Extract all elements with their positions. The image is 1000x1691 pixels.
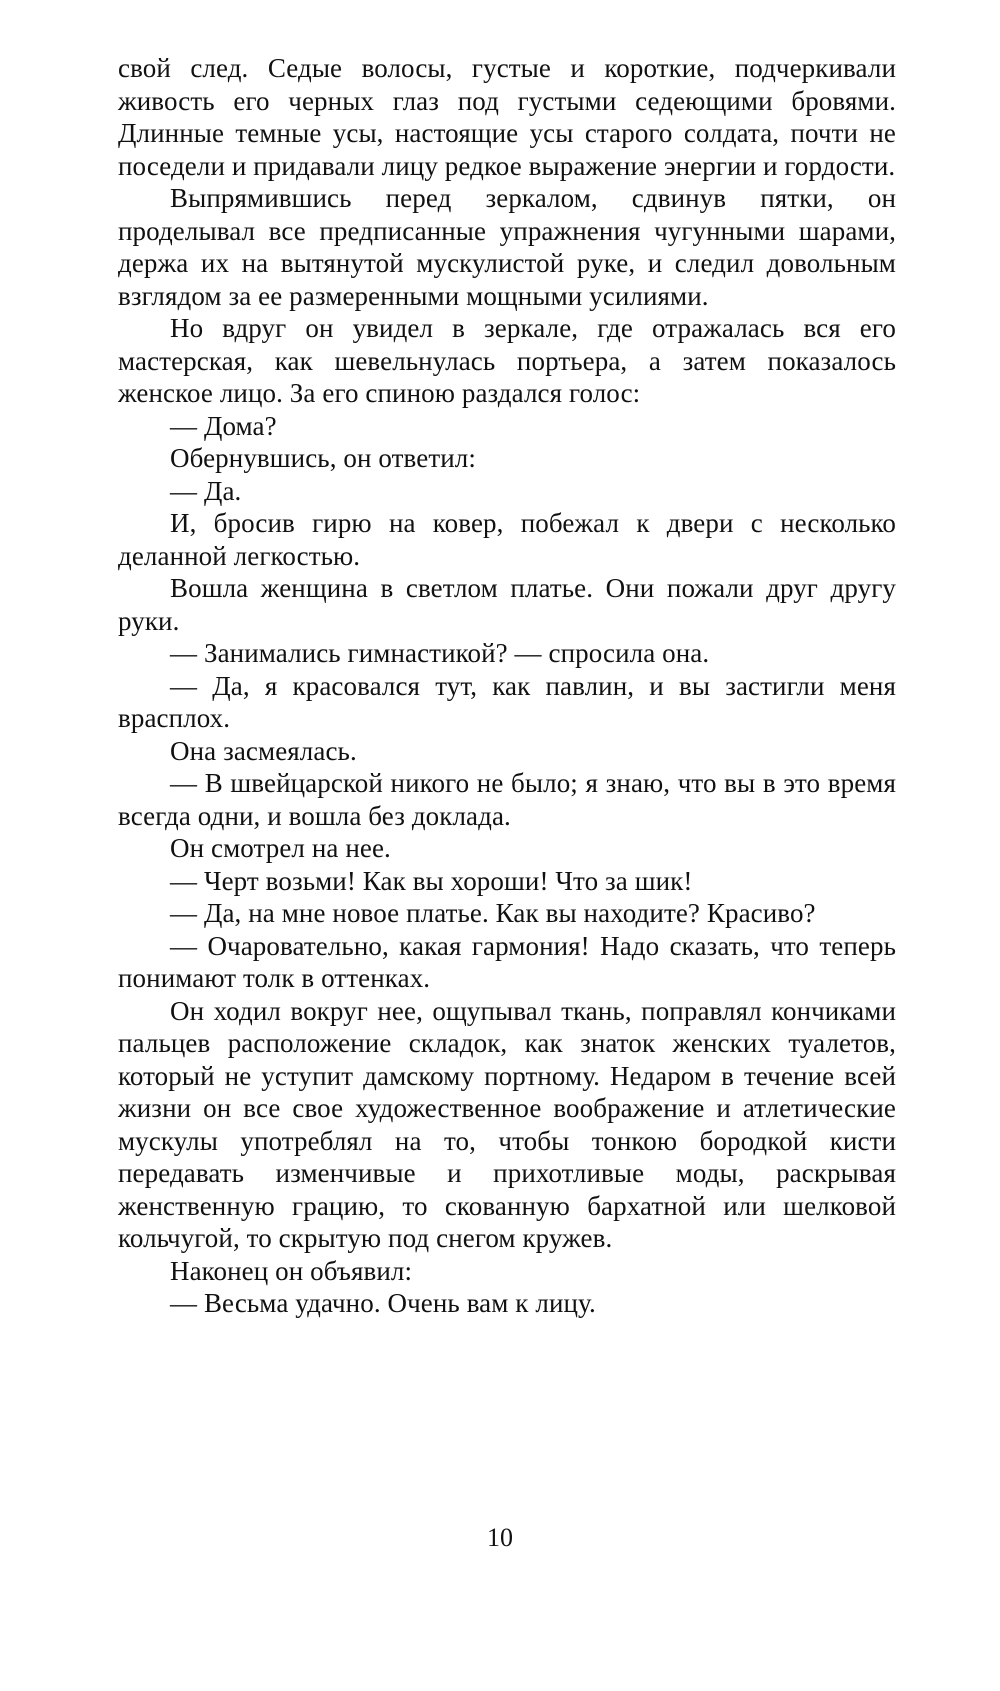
dialogue-line: — Весьма удачно. Очень вам к лицу. [170, 1288, 596, 1318]
dialogue-line: — Да, на мне новое платье. Как вы находите? Красиво? [170, 898, 816, 928]
paragraph: Вошла женщина в светлом платье. Они пожали друг другу руки. [118, 573, 896, 636]
paragraph: Но вдруг он увидел в зеркале, где отражалась вся его мастерская, как шевельнулась портьера, а затем показалось женское лицо. За его спиною раздался голос: [118, 313, 896, 408]
paragraph: Наконец он объявил: [170, 1255, 413, 1286]
paragraph: свой след. Седые волосы, густые и короткие, подчеркивали живость его черных глаз под густыми седеющими бровями. Длинные темные усы, настоящие усы старого солдата, почти не поседели и придавали лицу редкое выражение энергии и гордости. [118, 53, 896, 181]
dialogue-line: — Черт возьми! Как вы хороши! Что за шик! [170, 865, 693, 896]
paragraph: И, бросив гирю на ковер, побежал к двери с несколько деланной легкостью. [118, 508, 896, 571]
dialogue-line: — Занимались гимнастикой? — спросила она. [170, 638, 710, 668]
paragraph: Он ходил вокруг нее, ощупывал ткань, поправлял кончиками пальцев расположение складок, как знаток женских туалетов, который не уступит дамскому портному. Недаром в течение всей жизни он все свое художественное воображение и атлетические мускулы употреблял на то, чтобы тонкою бородкой кисти передавать изменчивые и прихотливые моды, раскрывая женственную грацию, то скованную бархатной или шелковой кольчугой, то скрытую под снегом кружев. [118, 995, 896, 1253]
dialogue-line: — Да. [170, 475, 242, 506]
paragraph: Он смотрел на нее. [170, 833, 391, 863]
paragraph: Она засмеялась. [170, 735, 357, 766]
dialogue-line: — В швейцарской никого не было; я знаю, что вы в это время всегда одни, и вошла без доклада. [118, 768, 896, 831]
body-text [118, 52, 896, 1320]
paragraph: Обернувшись, он ответил: [170, 443, 476, 473]
page-number: 10 [487, 1523, 513, 1552]
dialogue-line: — Очаровательно, какая гармония! Надо сказать, что теперь понимают толк в оттенках. [118, 930, 896, 993]
dialogue-line: — Дома? [170, 410, 277, 441]
dialogue-line: — Да, я красовался тут, как павлин, и вы застигли меня врасплох. [118, 670, 896, 733]
paragraph: Выпрямившись перед зеркалом, сдвинув пятки, он проделывал все предписанные упражнения чугунными шарами, держа их на вытянутой мускулистой руке, и следил довольным взглядом за ее размеренными мощными усилиями. [118, 183, 896, 311]
